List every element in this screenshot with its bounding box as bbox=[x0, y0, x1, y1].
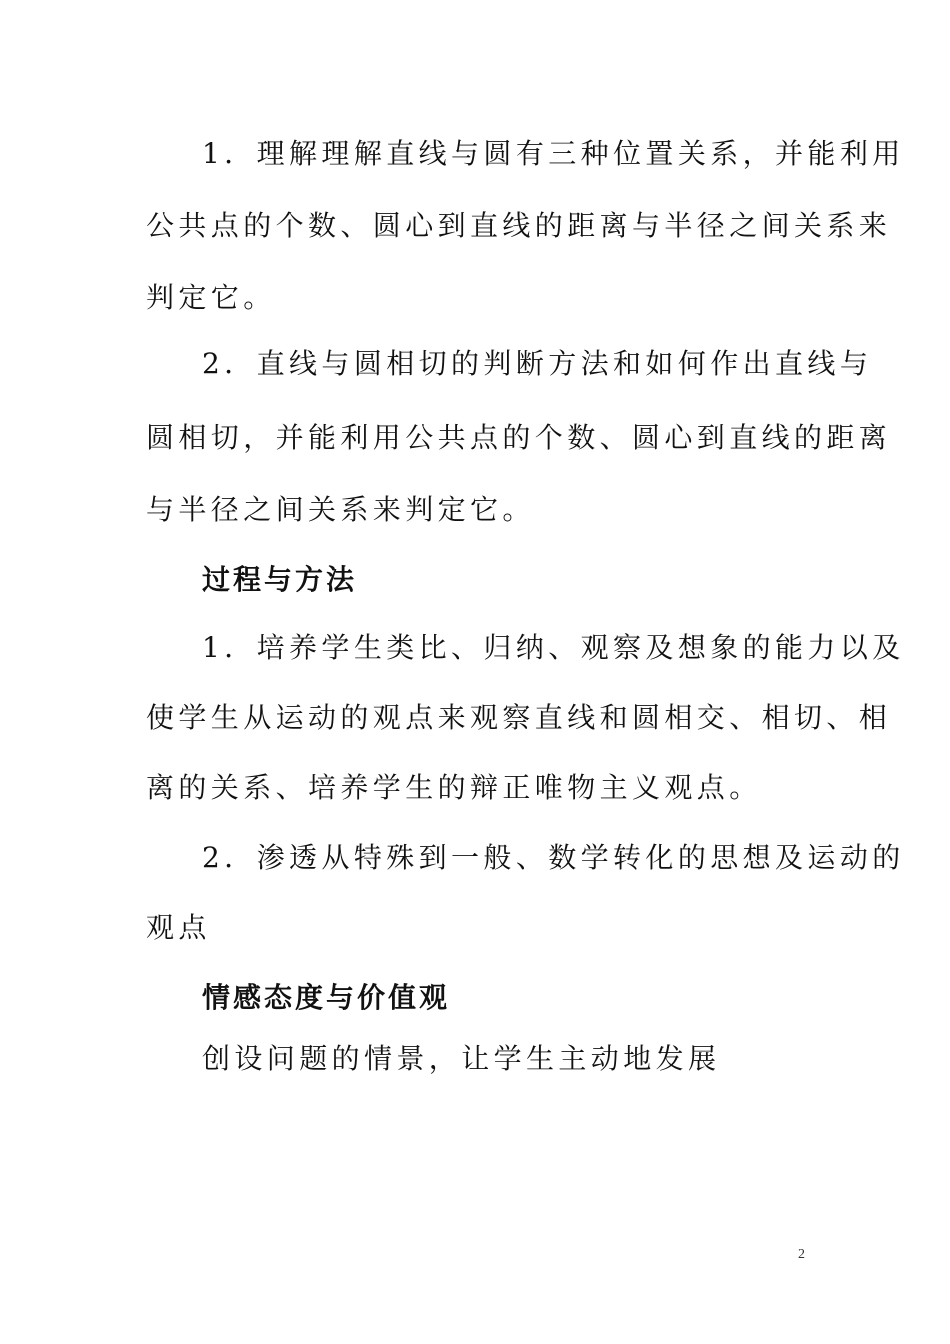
attitude-text: 创设问题的情景，让学生主动地发展 bbox=[202, 1042, 721, 1075]
process-item-1-line-3: 离的关系、培养学生的辩正唯物主义观点。 bbox=[146, 771, 762, 804]
knowledge-item-1-line-2: 公共点的个数、圆心到直线的距离与半径之间关系来 bbox=[146, 209, 892, 242]
process-heading: 过程与方法 bbox=[202, 563, 358, 596]
process-item-1-line-2: 使学生从运动的观点来观察直线和圆相交、相切、相 bbox=[146, 701, 892, 734]
process-item-1-line-1: 1．培养学生类比、归纳、观察及想象的能力以及 bbox=[202, 631, 905, 664]
page-number: 2 bbox=[798, 1247, 805, 1262]
knowledge-item-2-line-1: 2．直线与圆相切的判断方法和如何作出直线与 bbox=[202, 347, 873, 380]
process-item-2-line-1: 2．渗透从特殊到一般、数学转化的思想及运动的 bbox=[202, 841, 905, 874]
knowledge-item-2-line-2: 圆相切，并能利用公共点的个数、圆心到直线的距离 bbox=[146, 421, 892, 454]
process-item-2-line-2: 观点 bbox=[146, 911, 211, 944]
knowledge-item-2-line-3: 与半径之间关系来判定它。 bbox=[146, 493, 535, 526]
knowledge-item-1-line-1: 1．理解理解直线与圆有三种位置关系，并能利用 bbox=[202, 137, 905, 170]
knowledge-item-1-line-3: 判定它。 bbox=[146, 281, 276, 314]
attitude-heading: 情感态度与价值观 bbox=[202, 981, 451, 1014]
